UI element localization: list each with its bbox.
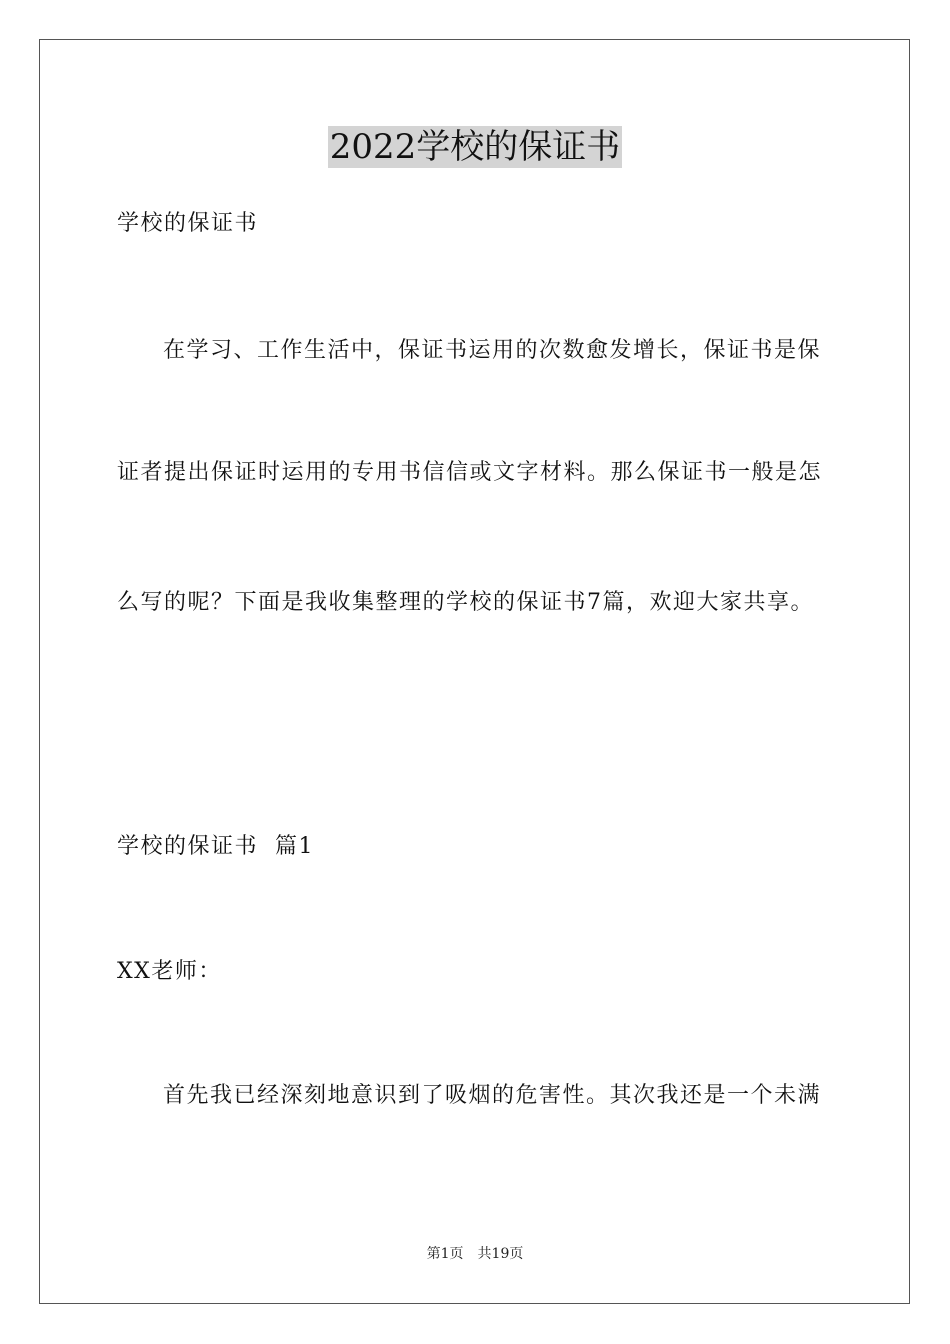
intro-paragraph-line-2: 证者提出保证时运用的专用书信信或文字材料。那么保证书一般是怎 — [117, 460, 823, 485]
page-footer — [0, 1245, 950, 1263]
title-container — [0, 126, 950, 168]
intro-paragraph-line-1: 在学习、工作生活中，保证书运用的次数愈发增长，保证书是保 — [163, 338, 822, 363]
document-title: 2022学校的保证书 — [329, 127, 621, 167]
intro-paragraph-line-3: 么写的呢？下面是我收集整理的学校的保证书7篇，欢迎大家共享。 — [117, 590, 814, 615]
section-heading: 学校的保证书 篇1 — [117, 834, 314, 859]
body-paragraph-line-1: 首先我已经深刻地意识到了吸烟的危害性。其次我还是一个未满 — [163, 1083, 822, 1108]
page-number-total: 共19页 — [477, 1246, 524, 1262]
document-subtitle: 学校的保证书 — [117, 211, 259, 236]
salutation: XX老师： — [117, 959, 222, 984]
page-number-current: 第1页 — [426, 1246, 464, 1262]
